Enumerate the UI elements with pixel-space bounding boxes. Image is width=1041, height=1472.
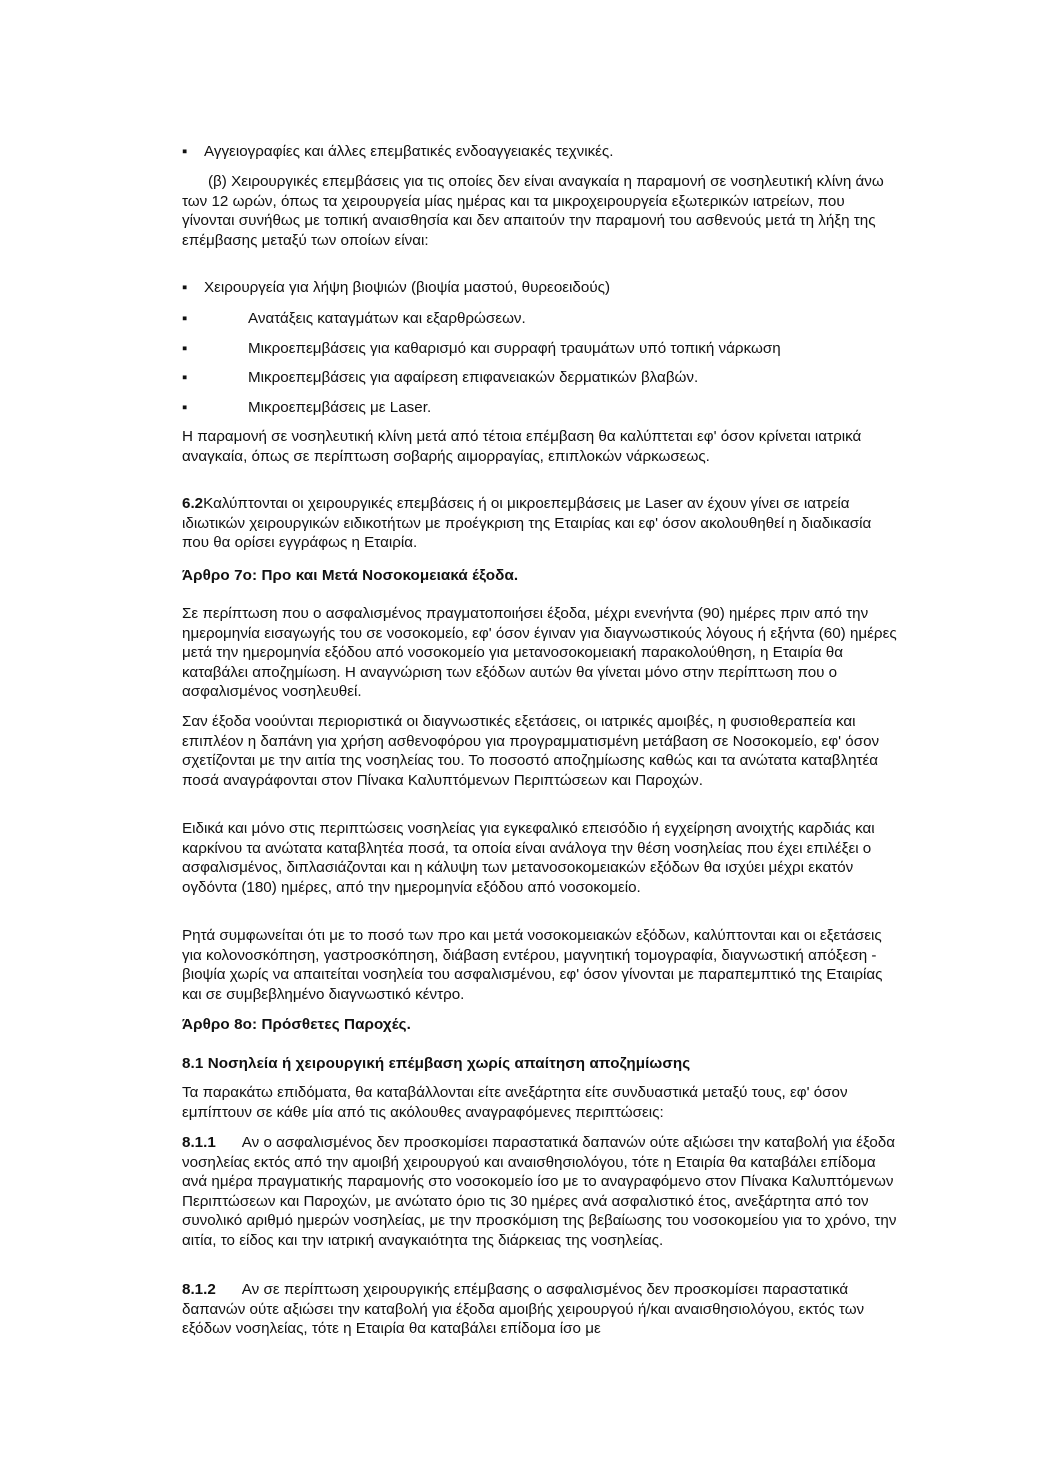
paragraph-art7-2: Σαν έξοδα νοούνται περιοριστικά οι διαγνωστικές εξετάσεις, οι ιατρικές αμοιβές, η φυσιοθεραπεία και επιπλέον η δαπάνη για χρήση ασθενοφόρου για προγραμματισμένη μετάβαση σε Νοσοκομείο, εφ' όσον σχετίζονται με την αιτία της νοσηλείας του. Το ποσοστό αποζημίωσης καθώς και τα ανώτατα καταβλητέα ποσά αναγράφονται στον Πίνακα Καλυπτόμενων Περιπτώσεων και Παροχών. <box>182 713 880 789</box>
heading-article-8: Άρθρο 8ο: Πρόσθετες Παροχές. <box>182 1016 411 1033</box>
paragraph-stay: Η παραμονή σε νοσηλευτική κλίνη μετά από τέτοια επέμβαση θα καλύπτεται εφ' όσον κρίνεται ιατρικά αναγκαία, όπως σε περίπτωση σοβαρής αιμορραγίας, επιπλοκών νάρκωσεως. <box>182 428 862 465</box>
bullet-icon: ▪ <box>182 279 188 296</box>
paragraph-art7-4: Ρητά συμφωνείται ότι με το ποσό των προ και μετά νοσοκομειακών εξόδων, καλύπτονται και οι εξετάσεις για κολονοσκόπηση, γαστροσκόπηση, διάβαση εντέρου, μαγνητική τομογραφία, διαγνωστική απόξεση - βιοψία χωρίς να απαιτείται νοσηλεία του ασφαλισμένου, εφ' όσον γίνονται με παραπεμπτικό της Εταιρίας και σε συμβεβλημένο διαγνωστικό κέντρο. <box>182 927 883 1003</box>
bullet-text: Μικροεπεμβάσεις για αφαίρεση επιφανειακών δερματικών βλαβών. <box>248 369 699 386</box>
bullet-icon: ▪ <box>182 369 188 386</box>
bullet-text: Μικροεπεμβάσεις για καθαρισμό και συρραφή τραυμάτων υπό τοπική νάρκωση <box>248 340 781 357</box>
paragraph-8-1-2 <box>182 1280 898 1339</box>
clause-text: Αν ο ασφαλισμένος δεν προσκομίσει παραστατικά δαπανών ούτε αξιώσει την καταβολή για έξοδα νοσηλείας εκτός από την αμοιβή χειρουργού και αναισθησιολόγου, τότε η Εταιρία θα καταβάλει επίδομα ανά ημέρα πραγματικής παραμονής στο νοσοκομείο ίσο με το αναγραφόμενο στον Πίνακα Καλυπτόμενων Περιπτώσεων και Παροχών, με ανώτατο όριο τις 30 ημέρες ανά ασφαλιστικό έτος, ανεξάρτητα από τον συνολικό αριθμό ημερών νοσηλείας, με την προσκόμιση της βεβαίωσης του νοσοκομείου για το χρόνο, την αιτία, το είδος και την ιατρική αναγκαιότητα της διάρκειας της νοσηλείας. <box>182 1134 897 1249</box>
heading-article-7: Άρθρο 7ο: Προ και Μετά Νοσοκομειακά έξοδα. <box>182 567 519 584</box>
paragraph-art7-3: Ειδικά και μόνο στις περιπτώσεις νοσηλείας για εγκεφαλικό επεισόδιο ή εγχείρηση ανοιχτής καρδιάς και καρκίνου τα ανώτατα καταβλητέα ποσά, τα οποία είναι ανάλογα την θέση νοσηλείας που έχει επιλέξει ο ασφαλισμένος, διπλασιάζονται και η κάλυψη των μετανοσοκομειακών εξόδων θα ισχύει μέχρι εκατόν ογδόντα (180) ημέρες, από την ημερομηνία εξόδου από νοσοκομείο. <box>182 820 875 896</box>
bullet-text: Χειρουργεία για λήψη βιοψιών (βιοψία μαστού, θυρεοειδούς) <box>204 279 611 296</box>
paragraph-beta: (β) Χειρουργικές επεμβάσεις για τις οποίες δεν είναι αναγκαία η παραμονή σε νοσηλευτική κλίνη άνω των 12 ωρών, όπως τα χειρουργεία μίας ημέρας και τα μικροχειρουργεία εξωτερικών ιατρείων, που γίνονται συνήθως με τοπική αναισθησία και δεν απαιτούν την παραμονή του ασθενούς μετά τη λήξη της επέμβασης μεταξύ των οποίων είναι: <box>182 173 884 249</box>
clause-text: Αν σε περίπτωση χειρουργικής επέμβασης ο ασφαλισμένος δεν προσκομίσει παραστατικά δαπανών ούτε αξιώσει την καταβολή για έξοδα αμοιβής χειρουργού ή/και αναισθησιολόγου, εκτός των εξόδων νοσηλείας, τότε η Εταιρία θα καταβάλει επίδομα ίσο με <box>182 1281 865 1337</box>
bullet-icon: ▪ <box>182 340 188 357</box>
paragraph-6-2 <box>182 494 898 553</box>
bullet-icon: ▪ <box>182 310 188 327</box>
clause-number: 8.1.2 <box>182 1281 216 1298</box>
clause-number: 6.2 <box>182 495 204 512</box>
paragraph-8-1: Τα παρακάτω επιδόματα, θα καταβάλλονται είτε ανεξάρτητα είτε συνδυαστικά μεταξύ τους, εφ' όσον εμπίπτουν σε κάθε μία από τις ακόλουθες αναγραφόμενες περιπτώσεις: <box>182 1084 848 1121</box>
paragraph-art7-1: Σε περίπτωση που ο ασφαλισμένος πραγματοποιήσει έξοδα, μέχρι ενενήντα (90) ημέρες πριν από την ημερομηνία εισαγωγής του σε νοσοκομείο, εφ' όσον έγιναν για διαγνωστικούς λόγους ή εξήντα (60) ημέρες μετά την ημερομηνία εξόδου από νοσοκομείο για μετανοσοκομειακή παρακολούθηση, η Εταιρία θα καταβάλει αποζημίωση. Η αναγνώριση των εξόδων αυτών θα γίνεται μόνο στην περίπτωση που ο ασφαλισμένος νοσηλευθεί. <box>182 605 897 700</box>
heading-8-1: 8.1 Νοσηλεία ή χειρουργική επέμβαση χωρίς απαίτηση αποζημίωσης <box>182 1055 691 1072</box>
bullet-text: Αγγειογραφίες και άλλες επεμβατικές ενδοαγγειακές τεχνικές. <box>204 143 614 160</box>
clause-number: 8.1.1 <box>182 1134 216 1151</box>
bullet-text: Μικροεπεμβάσεις με Laser. <box>248 399 432 416</box>
bullet-icon: ▪ <box>182 143 188 160</box>
bullet-text: Ανατάξεις καταγμάτων και εξαρθρώσεων. <box>248 310 526 327</box>
bullet-icon: ▪ <box>182 399 188 416</box>
paragraph-8-1-1 <box>182 1133 898 1250</box>
clause-text: Καλύπτονται οι χειρουργικές επεμβάσεις ή οι μικροεπεμβάσεις με Laser αν έχουν γίνει σε ιατρεία ιδιωτικών χειρουργικών ειδικοτήτων με προέγκριση της Εταιρίας και εφ' όσον ακολουθηθεί η διαδικασία που θα ορίσει εγγράφως η Εταιρία. <box>182 495 872 551</box>
